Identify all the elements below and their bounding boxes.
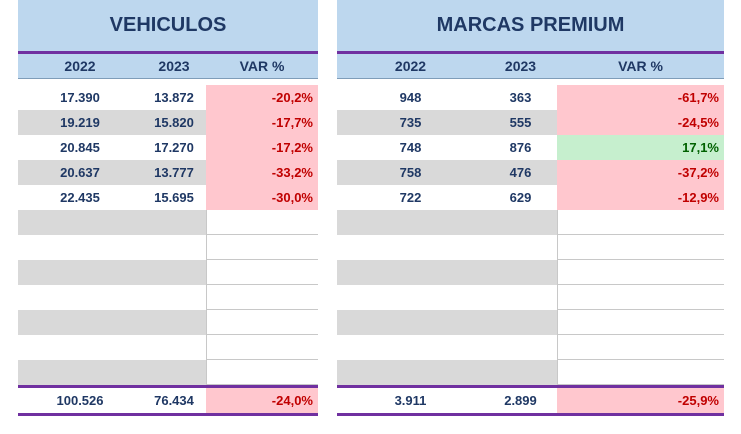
table-row: [337, 185, 724, 210]
cell-var: -30,0%: [206, 185, 318, 210]
cell-2022: 19.219: [18, 110, 142, 135]
cell-2022: 17.390: [60, 90, 100, 105]
col-2023-header: 2023: [158, 58, 190, 74]
empty-row: [18, 360, 318, 385]
total-2023: 2.899: [504, 393, 537, 408]
cell-2023: 17.270: [154, 140, 194, 155]
empty-row: [337, 360, 724, 385]
cell-var: -20,2%: [206, 85, 318, 110]
table-row: [337, 110, 724, 135]
cell-2023: 876: [509, 140, 532, 155]
col-var-header: VAR %: [239, 58, 285, 74]
table-row: [337, 85, 724, 110]
cell-2023: 15.820: [142, 110, 206, 135]
cell-2023: 13.872: [154, 90, 194, 105]
cell-var: -61,7%: [557, 85, 724, 110]
table-row: [18, 135, 318, 160]
total-var: -25,9%: [557, 388, 724, 413]
empty-row: [18, 210, 318, 235]
empty-row: [337, 235, 724, 260]
cell-var: -17,7%: [206, 110, 318, 135]
cell-2022: 722: [399, 190, 422, 205]
table-row: [337, 135, 724, 160]
cell-var: -17,2%: [206, 135, 318, 160]
cell-2022: 22.435: [60, 190, 100, 205]
col-var-header: VAR %: [618, 58, 663, 74]
cell-2022: 20.637: [18, 160, 142, 185]
empty-row: [18, 260, 318, 285]
table-row: [337, 160, 724, 185]
cell-2022: 748: [399, 140, 422, 155]
total-2022: 3.911: [394, 393, 427, 408]
col-2022-header: 2022: [394, 58, 427, 74]
cell-2023: 15.695: [154, 190, 194, 205]
table-row: [18, 185, 318, 210]
table-row: [18, 160, 318, 185]
empty-row: [337, 260, 724, 285]
empty-row: [18, 285, 318, 310]
empty-row: [18, 335, 318, 360]
cell-2023: 629: [509, 190, 532, 205]
marcas-premium-title: MARCAS PREMIUM: [337, 0, 724, 54]
total-row: [18, 385, 318, 416]
empty-row: [337, 310, 724, 335]
cell-2022: 735: [337, 110, 484, 135]
cell-2023: 363: [509, 90, 532, 105]
cell-2023: 555: [484, 110, 557, 135]
total-2023: 76.434: [154, 393, 194, 408]
total-var: -24,0%: [206, 388, 318, 413]
vehiculos-header-row: [18, 54, 318, 79]
cell-var: -33,2%: [206, 160, 318, 185]
cell-2022: 758: [337, 160, 484, 185]
vehiculos-title: VEHICULOS: [18, 0, 318, 54]
empty-row: [337, 210, 724, 235]
cell-var: -24,5%: [557, 110, 724, 135]
empty-row: [18, 310, 318, 335]
empty-row: [337, 285, 724, 310]
col-2023-header: 2023: [504, 58, 537, 74]
cell-var: -12,9%: [557, 185, 724, 210]
cell-var: 17,1%: [557, 135, 724, 160]
cell-var: -37,2%: [557, 160, 724, 185]
empty-row: [337, 335, 724, 360]
marcas-header-row: [337, 54, 724, 79]
table-row: [18, 85, 318, 110]
col-2022-header: 2022: [64, 58, 96, 74]
cell-2023: 476: [484, 160, 557, 185]
marcas-premium-table: [337, 0, 724, 416]
table-row: [18, 110, 318, 135]
vehiculos-table: [18, 0, 318, 416]
cell-2023: 13.777: [142, 160, 206, 185]
empty-row: [18, 235, 318, 260]
cell-2022: 20.845: [60, 140, 100, 155]
total-2022: 100.526: [56, 393, 104, 408]
total-row: [337, 385, 724, 416]
cell-2022: 948: [399, 90, 422, 105]
